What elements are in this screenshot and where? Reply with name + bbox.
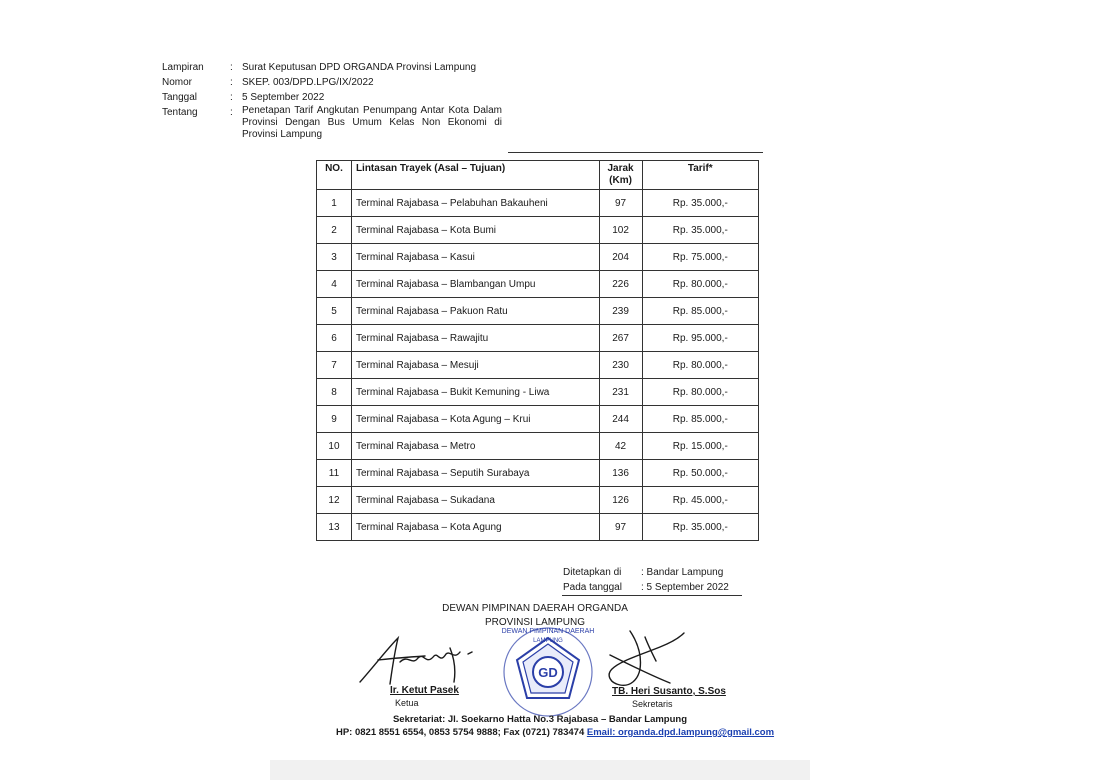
org-name-line1: DEWAN PIMPINAN DAERAH ORGANDA [442, 603, 628, 614]
cell-tariff: Rp. 85.000,- [642, 298, 758, 325]
seal-sub-text: LAMPUNG [533, 638, 563, 644]
cell-distance: 204 [599, 244, 642, 271]
header-label: Lampiran [162, 62, 204, 73]
decree-date-label: Pada tanggal [563, 582, 622, 593]
cell-no: 2 [317, 217, 352, 244]
cell-tariff: Rp. 95.000,- [642, 325, 758, 352]
cell-route: Terminal Rajabasa – Sukadana [351, 487, 599, 514]
header-row-lampiran [162, 60, 502, 75]
cell-tariff: Rp. 45.000,- [642, 487, 758, 514]
contact-numbers: HP: 0821 8551 6554, 0853 5754 9888; Fax (0721) 783474 [335, 727, 585, 738]
cell-route: Terminal Rajabasa – Seputih Surabaya [351, 460, 599, 487]
cell-distance: 244 [599, 406, 642, 433]
header-colon: : [230, 77, 233, 88]
header-colon: : [230, 92, 233, 103]
cell-tariff: Rp. 35.000,- [642, 217, 758, 244]
header-colon: : [230, 62, 233, 73]
cell-route: Terminal Rajabasa – Rawajitu [351, 325, 599, 352]
cell-tariff: Rp. 85.000,- [642, 406, 758, 433]
cell-tariff: Rp. 35.000,- [642, 514, 758, 541]
secretary-signature [590, 625, 700, 690]
cell-distance: 136 [599, 460, 642, 487]
cell-tariff: Rp. 80.000,- [642, 379, 758, 406]
header-colon: : [230, 107, 233, 118]
header-divider [508, 152, 763, 153]
bottom-strip [270, 760, 810, 780]
cell-route: Terminal Rajabasa – Pelabuhan Bakauheni [351, 190, 599, 217]
header-label: Tanggal [162, 92, 198, 103]
cell-no: 11 [317, 460, 352, 487]
table-row [317, 352, 759, 379]
org-name-line2: PROVINSI LAMPUNG [484, 617, 586, 628]
cell-no: 9 [317, 406, 352, 433]
seal-top-text: DEWAN PIMPINAN DAERAH [501, 628, 595, 635]
cell-no: 8 [317, 379, 352, 406]
cell-no: 1 [317, 190, 352, 217]
email-link[interactable]: Email: organda.dpd.lampung@gmail.com [586, 727, 775, 738]
cell-tariff: Rp. 50.000,- [642, 460, 758, 487]
column-header-distance: Jarak (Km) [599, 161, 642, 190]
cell-route: Terminal Rajabasa – Pakuon Ratu [351, 298, 599, 325]
secretariat-address: Sekretariat: Jl. Soekarno Hatta No.3 Rajabasa – Bandar Lampung [392, 714, 688, 725]
decree-date-row [563, 580, 729, 595]
table-row [317, 217, 759, 244]
table-row [317, 244, 759, 271]
cell-no: 7 [317, 352, 352, 379]
seal-monogram: GD [538, 665, 558, 680]
organda-seal [493, 620, 603, 720]
cell-tariff: Rp. 80.000,- [642, 271, 758, 298]
header-label: Nomor [162, 77, 193, 88]
decree-place-row [563, 565, 729, 580]
cell-distance: 42 [599, 433, 642, 460]
cell-distance: 231 [599, 379, 642, 406]
cell-distance: 230 [599, 352, 642, 379]
cell-route: Terminal Rajabasa – Mesuji [351, 352, 599, 379]
chairman-name: Ir. Ketut Pasek [390, 685, 459, 696]
cell-distance: 267 [599, 325, 642, 352]
table-row [317, 514, 759, 541]
cell-distance: 226 [599, 271, 642, 298]
table-body [317, 190, 759, 541]
table-row [317, 325, 759, 352]
tariff-table [316, 160, 759, 541]
cell-route: Terminal Rajabasa – Kasui [351, 244, 599, 271]
decree-place-label: Ditetapkan di [563, 567, 622, 578]
table-row [317, 190, 759, 217]
cell-tariff: Rp. 35.000,- [642, 190, 758, 217]
secretary-name: TB. Heri Susanto, S.Sos [612, 686, 726, 697]
table-row [317, 379, 759, 406]
cell-route: Terminal Rajabasa – Bukit Kemuning - Liwa [351, 379, 599, 406]
header-value: Penetapan Tarif Angkutan Penumpang Antar Kota Dalam Provinsi Dengan Bus Umum Kelas Non Ekonomi di Provinsi Lampung [242, 105, 502, 140]
decree-block [563, 565, 729, 595]
cell-distance: 97 [599, 190, 642, 217]
cell-no: 12 [317, 487, 352, 514]
decree-divider [562, 595, 742, 596]
decree-place-value: : Bandar Lampung [641, 567, 724, 578]
cell-no: 13 [317, 514, 352, 541]
cell-tariff: Rp. 15.000,- [642, 433, 758, 460]
header-label: Tentang [162, 107, 198, 118]
cell-distance: 239 [599, 298, 642, 325]
letter-header [162, 60, 502, 141]
cell-route: Terminal Rajabasa – Kota Agung – Krui [351, 406, 599, 433]
cell-route: Terminal Rajabasa – Kota Agung [351, 514, 599, 541]
table-row [317, 271, 759, 298]
chairman-signature [350, 630, 490, 690]
column-header-tariff: Tarif* [642, 161, 758, 190]
contact-line [335, 727, 775, 738]
header-value: SKEP. 003/DPD.LPG/IX/2022 [242, 77, 374, 88]
cell-route: Terminal Rajabasa – Kota Bumi [351, 217, 599, 244]
cell-no: 10 [317, 433, 352, 460]
column-header-route: Lintasan Trayek (Asal – Tujuan) [351, 161, 599, 190]
chairman-title: Ketua [395, 698, 419, 708]
table-header-row [317, 161, 759, 190]
table-row [317, 406, 759, 433]
header-row-nomor [162, 75, 502, 90]
cell-no: 5 [317, 298, 352, 325]
cell-no: 6 [317, 325, 352, 352]
cell-route: Terminal Rajabasa – Metro [351, 433, 599, 460]
cell-tariff: Rp. 80.000,- [642, 352, 758, 379]
table-row [317, 487, 759, 514]
cell-distance: 126 [599, 487, 642, 514]
header-row-tanggal [162, 90, 502, 105]
table-row [317, 460, 759, 487]
table-row [317, 433, 759, 460]
header-row-tentang [162, 105, 502, 141]
table-row [317, 298, 759, 325]
column-header-no: NO. [317, 161, 352, 190]
cell-no: 3 [317, 244, 352, 271]
cell-no: 4 [317, 271, 352, 298]
cell-distance: 102 [599, 217, 642, 244]
cell-route: Terminal Rajabasa – Blambangan Umpu [351, 271, 599, 298]
secretary-title: Sekretaris [632, 699, 673, 709]
cell-distance: 97 [599, 514, 642, 541]
header-value: 5 September 2022 [242, 92, 325, 103]
decree-date-value: : 5 September 2022 [641, 582, 729, 593]
header-value: Surat Keputusan DPD ORGANDA Provinsi Lampung [242, 62, 476, 73]
cell-tariff: Rp. 75.000,- [642, 244, 758, 271]
